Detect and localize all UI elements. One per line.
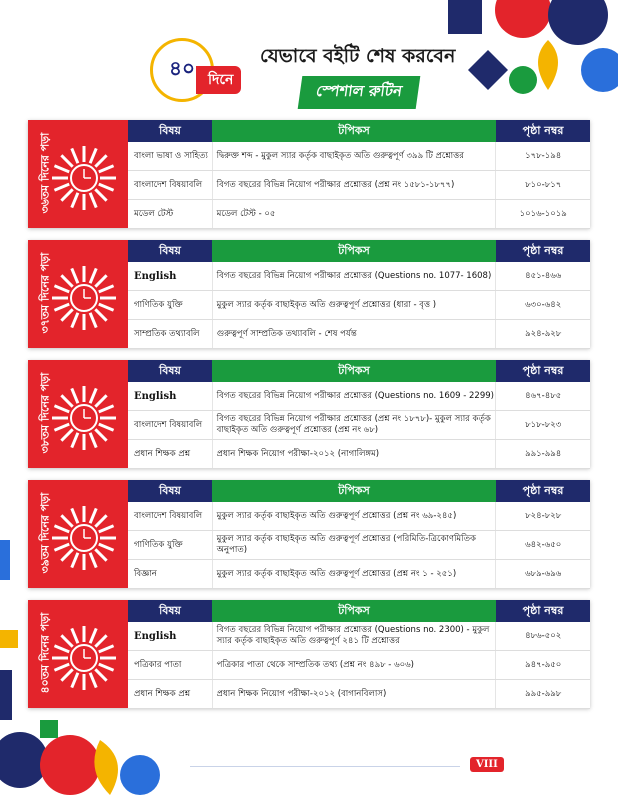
- topic-cell: মডেল টেস্ট - ০৫: [212, 200, 496, 228]
- pages-cell: ৯৯৫-৯৯৮: [495, 680, 590, 708]
- subject-cell: প্রধান শিক্ষক প্রশ্ন: [134, 689, 191, 699]
- routine-table: [128, 480, 590, 589]
- left-decoration: [0, 520, 24, 720]
- day-label: ৩৯তম দিনের পড়া: [38, 492, 52, 574]
- pages-cell: ৯২৪-৯২৮: [495, 320, 590, 348]
- topic-cell: পত্রিকার পাতা থেকে সাম্প্রতিক তথ্য (প্রশ্ন নং ৪৯৮ - ৬০৬): [212, 651, 496, 679]
- day-panel: [28, 480, 128, 588]
- table-header: [128, 480, 590, 502]
- pages-header: পৃষ্ঠা নম্বর: [496, 240, 590, 262]
- pages-header: পৃষ্ঠা নম্বর: [496, 120, 590, 142]
- pages-header: পৃষ্ঠা নম্বর: [496, 600, 590, 622]
- topic-cell: প্রধান শিক্ষক নিয়োগ পরীক্ষা-২০১২ (নাগালিঙ্গম): [212, 440, 496, 468]
- table-header: [128, 240, 590, 262]
- routine-table: [128, 360, 590, 469]
- day-panel: [28, 240, 128, 348]
- table-row: [128, 320, 590, 349]
- bottom-left-decoration: [0, 720, 170, 800]
- table-row: [128, 560, 590, 589]
- page-title: যেভাবে বইটি শেষ করবেন: [260, 45, 456, 67]
- topic-cell: দ্বিরুক্ত শব্দ - মুকুল স্যার কর্তৃক বাছাইকৃত অতি গুরুত্বপূর্ণ ৩৯৯ টি প্রশ্নোত্তর: [212, 142, 496, 170]
- topics-header: টপিকস: [212, 240, 496, 262]
- pages-cell: ৬৮৯-৬৯৬: [495, 560, 590, 588]
- table-row: [128, 200, 590, 229]
- days-badge-tag: দিনে: [196, 66, 241, 94]
- subject-cell: গাণিতিক যুক্তি: [134, 300, 183, 310]
- day-label: ৩৭তম দিনের পড়া: [38, 252, 52, 334]
- pages-cell: ৮২৪-৮২৮: [495, 502, 590, 530]
- topics-header: টপিকস: [212, 360, 496, 382]
- topic-cell: গুরুত্বপূর্ণ সাম্প্রতিক তথ্যাবলি - শেষ পর্যন্ত: [212, 320, 496, 348]
- pages-cell: ৪৫১-৪৬৬: [495, 262, 590, 290]
- pages-cell: ১০১৬-১০১৯: [495, 200, 590, 228]
- day-block: [28, 360, 590, 468]
- pages-cell: ৪৬৭-৪৮৫: [495, 382, 590, 410]
- topics-header: টপিকস: [212, 600, 496, 622]
- table-header: [128, 600, 590, 622]
- subject-header: বিষয়: [128, 600, 212, 622]
- page-number: VIII: [470, 757, 504, 772]
- routine-table: [128, 240, 590, 349]
- topic-cell: বিগত বছরের বিভিন্ন নিয়োগ পরীক্ষার প্রশ্নোত্তর (প্রশ্ন নং ১৫৮১-১৮৭৭): [212, 171, 496, 199]
- topic-cell: মুকুল স্যার কর্তৃক বাছাইকৃত অতি গুরুত্বপূর্ণ প্রশ্নোত্তর (প্রশ্ন নং ৬৯-২৪৫): [212, 502, 496, 530]
- day-panel: [28, 120, 128, 228]
- day-label: ৩৮তম দিনের পড়া: [38, 372, 52, 454]
- day-panel: [28, 600, 128, 708]
- subject-cell: বাংলা ভাষা ও সাহিত্য: [134, 151, 208, 161]
- header: [150, 28, 456, 108]
- subject-cell: English: [134, 630, 177, 642]
- table-header: [128, 120, 590, 142]
- day-block: [28, 240, 590, 348]
- subject-cell: বিজ্ঞান: [134, 569, 157, 579]
- table-row: [128, 502, 590, 531]
- subject-cell: বাংলাদেশ বিষয়াবলি: [134, 511, 203, 521]
- footer-line: [190, 766, 460, 767]
- day-block: [28, 480, 590, 588]
- page-subtitle: স্পেশাল রুটিন: [298, 76, 420, 109]
- day-label: ৪০তম দিনের পড়া: [38, 612, 52, 694]
- topic-cell: বিগত বছরের বিভিন্ন নিয়োগ পরীক্ষার প্রশ্নোত্তর (Questions no. 1609 - 2299): [212, 382, 496, 410]
- day-block: [28, 600, 590, 708]
- topics-header: টপিকস: [212, 480, 496, 502]
- subject-header: বিষয়: [128, 480, 212, 502]
- table-header: [128, 360, 590, 382]
- pages-cell: ৮১০-৮১৭: [495, 171, 590, 199]
- subject-cell: English: [134, 270, 177, 282]
- table-row: [128, 262, 590, 291]
- subject-header: বিষয়: [128, 240, 212, 262]
- subject-cell: প্রধান শিক্ষক প্রশ্ন: [134, 449, 191, 459]
- table-row: [128, 411, 590, 440]
- table-row: [128, 680, 590, 709]
- table-row: [128, 171, 590, 200]
- pages-cell: ৯৪৭-৯৫০: [495, 651, 590, 679]
- pages-header: পৃষ্ঠা নম্বর: [496, 360, 590, 382]
- subject-cell: গাণিতিক যুক্তি: [134, 540, 183, 550]
- pages-cell: ৯৯১-৯৯৪: [495, 440, 590, 468]
- pages-cell: ৪৮৬-৫০২: [495, 622, 590, 650]
- top-right-decoration: [428, 0, 618, 100]
- table-row: [128, 382, 590, 411]
- routine-table: [128, 120, 590, 229]
- subject-cell: English: [134, 390, 177, 402]
- routine-table: [128, 600, 590, 709]
- topic-cell: মুকুল স্যার কর্তৃক বাছাইকৃত অতি গুরুত্বপূর্ণ প্রশ্নোত্তর (ধারা - বৃত্ত ): [212, 291, 496, 319]
- pages-cell: ৬৪২-৬৫০: [495, 531, 590, 559]
- subject-cell: বাংলাদেশ বিষয়াবলি: [134, 180, 203, 190]
- days-badge-number: ৪০: [169, 55, 195, 80]
- subject-cell: বাংলাদেশ বিষয়াবলি: [134, 420, 203, 430]
- day-label: ৩৬তম দিনের পড়া: [38, 132, 52, 214]
- subject-header: বিষয়: [128, 360, 212, 382]
- day-panel: [28, 360, 128, 468]
- subject-cell: পত্রিকার পাতা: [134, 660, 182, 670]
- topic-cell: মুকুল স্যার কর্তৃক বাছাইকৃত অতি গুরুত্বপূর্ণ প্রশ্নোত্তর (প্রশ্ন নং ১ - ২৫১): [212, 560, 496, 588]
- table-row: [128, 622, 590, 651]
- subject-header: বিষয়: [128, 120, 212, 142]
- subject-cell: মডেল টেস্ট: [134, 209, 174, 219]
- pages-cell: ৮১৮-৮২৩: [495, 411, 590, 439]
- table-row: [128, 440, 590, 469]
- table-row: [128, 142, 590, 171]
- table-row: [128, 651, 590, 680]
- pages-cell: ৬৩০-৬৪২: [495, 291, 590, 319]
- topics-header: টপিকস: [212, 120, 496, 142]
- topic-cell: মুকুল স্যার কর্তৃক বাছাইকৃত অতি গুরুত্বপূর্ণ প্রশ্নোত্তর (পরিমিতি-ত্রিকোণমিতিক অনুপাত): [212, 531, 496, 559]
- table-row: [128, 531, 590, 560]
- pages-cell: ১৭৮-১৯৪: [495, 142, 590, 170]
- pages-header: পৃষ্ঠা নম্বর: [496, 480, 590, 502]
- topic-cell: বিগত বছরের বিভিন্ন নিয়োগ পরীক্ষার প্রশ্নোত্তর (প্রশ্ন নং ১৮৭৮)- মুকুল স্যার কর্তৃক বাছাইকৃত অতি গুরুত্বপূর্ণ প্রশ্নোত্তর (প্রশ্ন নং ৬৮): [212, 411, 496, 439]
- day-block: [28, 120, 590, 228]
- subject-cell: সাম্প্রতিক তথ্যাবলি: [134, 329, 200, 339]
- topic-cell: বিগত বছরের বিভিন্ন নিয়োগ পরীক্ষার প্রশ্নোত্তর (Questions no. 1077- 1608): [212, 262, 496, 290]
- table-row: [128, 291, 590, 320]
- topic-cell: প্রধান শিক্ষক নিয়োগ পরীক্ষা-২০১২ (বাগানবিলাস): [212, 680, 496, 708]
- topic-cell: বিগত বছরের বিভিন্ন নিয়োগ পরীক্ষার প্রশ্নোত্তর (Questions no. 2300) - মুকুল স্যার কর্তৃক বাছাইকৃত অতি গুরুত্বপূর্ণ ২৪১ টি প্রশ্নোত্তর: [212, 622, 496, 650]
